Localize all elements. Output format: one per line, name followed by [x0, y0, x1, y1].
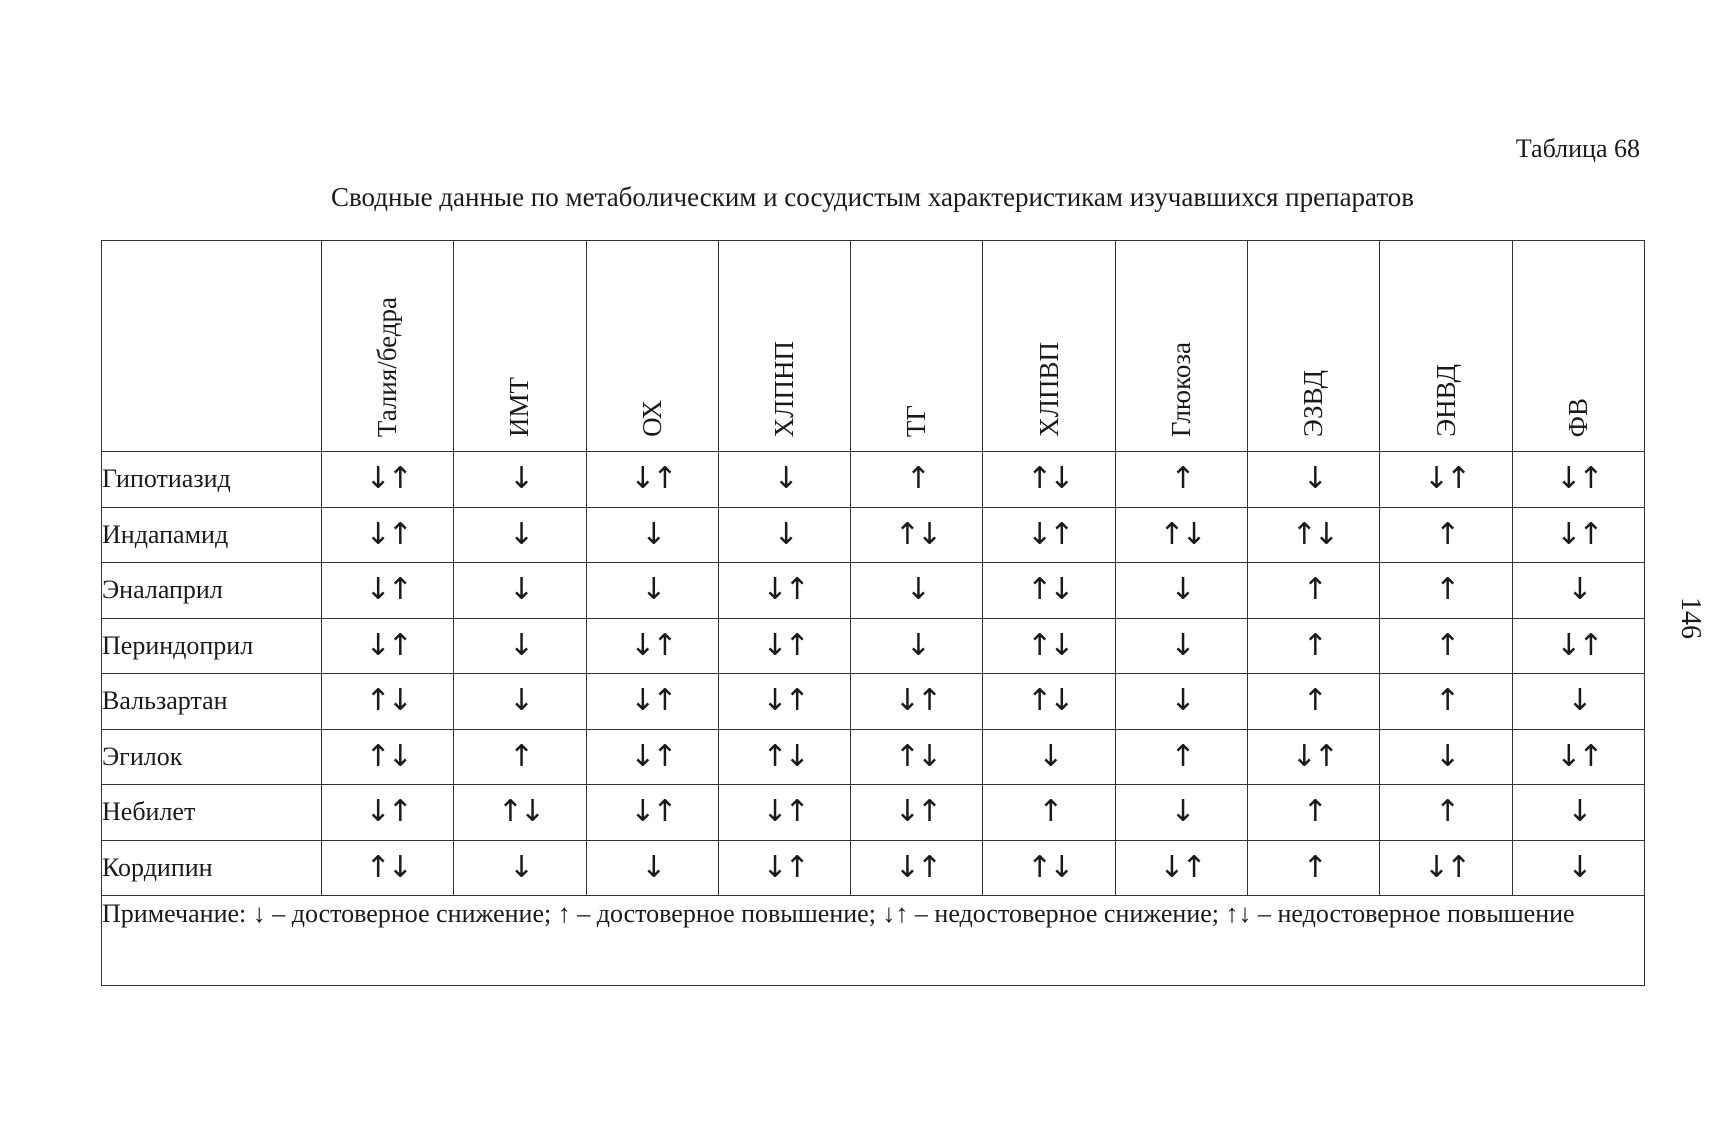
table-row [102, 563, 1645, 619]
table-cell: ↑ [1248, 840, 1380, 896]
table-cell: ↓ [1115, 785, 1247, 841]
table-cell: ↓↑ [322, 618, 454, 674]
drug-name: Небилет [102, 785, 322, 841]
table-cell: ↓↑ [586, 618, 718, 674]
column-header [454, 241, 586, 452]
table-cell: ↓↑ [1380, 452, 1512, 508]
table-cell: ↓↑ [718, 674, 850, 730]
table-cell: ↓↑ [1512, 729, 1644, 785]
drug-name: Индапамид [102, 507, 322, 563]
table-cell: ↓↑ [322, 452, 454, 508]
table-caption: Сводные данные по метаболическим и сосудистым характеристикам изучавшихся препаратов [330, 182, 1415, 212]
table-cell: ↑ [1380, 618, 1512, 674]
table-cell: ↓ [454, 507, 586, 563]
table-cell: ↓ [851, 618, 983, 674]
table-cell: ↑ [983, 785, 1115, 841]
table-cell: ↓ [454, 452, 586, 508]
table-cell: ↑ [1115, 729, 1247, 785]
table-cell: ↓↑ [1512, 452, 1644, 508]
table-cell: ↓↑ [718, 563, 850, 619]
table-cell: ↑ [851, 452, 983, 508]
table-cell: ↑↓ [322, 840, 454, 896]
drug-name: Периндоприл [102, 618, 322, 674]
table-row [102, 618, 1645, 674]
table-cell: ↓↑ [851, 674, 983, 730]
note-row [102, 896, 1645, 986]
table-cell: ↓↑ [322, 563, 454, 619]
table-row [102, 674, 1645, 730]
column-header-label: Талия/бедра [372, 296, 403, 437]
column-header-label: ФВ [1562, 397, 1593, 437]
table-cell: ↑↓ [322, 674, 454, 730]
table-cell: ↓↑ [851, 785, 983, 841]
table-row [102, 729, 1645, 785]
table-cell: ↓ [1115, 674, 1247, 730]
table-cell: ↑↓ [983, 563, 1115, 619]
table-cell: ↓↑ [1512, 618, 1644, 674]
table-cell: ↑↓ [454, 785, 586, 841]
header-row [102, 241, 1645, 452]
table-cell: ↓↑ [983, 507, 1115, 563]
table-cell: ↑↓ [983, 674, 1115, 730]
table-cell: ↓↑ [322, 785, 454, 841]
table-cell: ↓↑ [718, 785, 850, 841]
table-cell: ↓ [454, 840, 586, 896]
column-header [586, 241, 718, 452]
table-cell: ↑ [1380, 507, 1512, 563]
table-cell: ↓↑ [718, 840, 850, 896]
table-cell: ↓↑ [586, 452, 718, 508]
table-note: Примечание: ↓ – достоверное снижение; ↑ – достоверное повышение; ↓↑ – недостоверное снижение; ↑↓ – недостоверное повышение [102, 896, 1645, 986]
table-cell: ↓↑ [586, 674, 718, 730]
table-cell: ↓ [586, 507, 718, 563]
column-header [1380, 241, 1512, 452]
table-cell: ↓ [586, 563, 718, 619]
table-cell: ↑↓ [983, 452, 1115, 508]
column-header [851, 241, 983, 452]
column-header-label: ХЛПВП [1033, 342, 1064, 437]
drug-name: Вальзартан [102, 674, 322, 730]
table-cell: ↑ [1248, 674, 1380, 730]
table-cell: ↓ [983, 729, 1115, 785]
table-cell: ↑ [1380, 785, 1512, 841]
table-cell: ↑ [454, 729, 586, 785]
drug-name: Эгилок [102, 729, 322, 785]
table-cell: ↓↑ [718, 618, 850, 674]
table-cell: ↓ [1380, 729, 1512, 785]
table-row [102, 452, 1645, 508]
table-cell: ↑ [1380, 563, 1512, 619]
table-cell: ↓↑ [586, 729, 718, 785]
table-cell: ↑↓ [983, 618, 1115, 674]
table-cell: ↓ [454, 563, 586, 619]
table-cell: ↑↓ [851, 729, 983, 785]
table-cell: ↑↓ [1115, 507, 1247, 563]
column-header-label: ЭНВД [1430, 364, 1461, 437]
table-cell: ↓↑ [851, 840, 983, 896]
column-header-label: ЭЗВД [1298, 369, 1329, 437]
table-cell: ↓ [718, 452, 850, 508]
table-number: Таблица 68 [1515, 134, 1640, 163]
table-cell: ↓ [586, 840, 718, 896]
table-cell: ↓↑ [322, 507, 454, 563]
table-cell: ↓↑ [1512, 507, 1644, 563]
table-cell: ↓ [1512, 785, 1644, 841]
table-cell: ↑ [1115, 452, 1247, 508]
column-header [1512, 241, 1644, 452]
table-cell: ↑↓ [718, 729, 850, 785]
column-header [983, 241, 1115, 452]
table-cell: ↑↓ [851, 507, 983, 563]
table-cell: ↓ [1512, 840, 1644, 896]
table-cell: ↑ [1248, 618, 1380, 674]
table-cell: ↓ [851, 563, 983, 619]
table-cell: ↑ [1380, 674, 1512, 730]
table-cell: ↓ [1115, 618, 1247, 674]
page-number: 146 [1675, 597, 1706, 639]
column-header [1115, 241, 1247, 452]
table-cell: ↓↑ [1248, 729, 1380, 785]
column-header-label: Глюкоза [1165, 341, 1196, 437]
column-header-label: ХЛПНП [769, 340, 800, 437]
table-row [102, 785, 1645, 841]
drug-name: Гипотиазид [102, 452, 322, 508]
table-cell: ↓ [1248, 452, 1380, 508]
table-cell: ↓↑ [1380, 840, 1512, 896]
table-cell: ↓↑ [586, 785, 718, 841]
table-cell: ↑↓ [322, 729, 454, 785]
summary-table [101, 240, 1645, 986]
drug-name: Кордипин [102, 840, 322, 896]
table-cell: ↓ [1512, 563, 1644, 619]
table-cell: ↓ [1512, 674, 1644, 730]
table-row [102, 507, 1645, 563]
table-cell: ↑ [1248, 563, 1380, 619]
table-cell: ↑↓ [1248, 507, 1380, 563]
table-row [102, 840, 1645, 896]
column-header-label: ИМТ [504, 377, 535, 437]
drug-name: Эналаприл [102, 563, 322, 619]
table-cell: ↓ [454, 674, 586, 730]
column-header [718, 241, 850, 452]
table-cell: ↑↓ [983, 840, 1115, 896]
column-header-label: ТГ [901, 404, 932, 437]
table-cell: ↓ [718, 507, 850, 563]
column-header-label: ОХ [636, 400, 667, 437]
column-header [1248, 241, 1380, 452]
column-header [322, 241, 454, 452]
corner-cell [102, 241, 322, 452]
table-cell: ↓ [1115, 563, 1247, 619]
table-cell: ↓ [454, 618, 586, 674]
table-cell: ↓↑ [1115, 840, 1247, 896]
table-cell: ↑ [1248, 785, 1380, 841]
